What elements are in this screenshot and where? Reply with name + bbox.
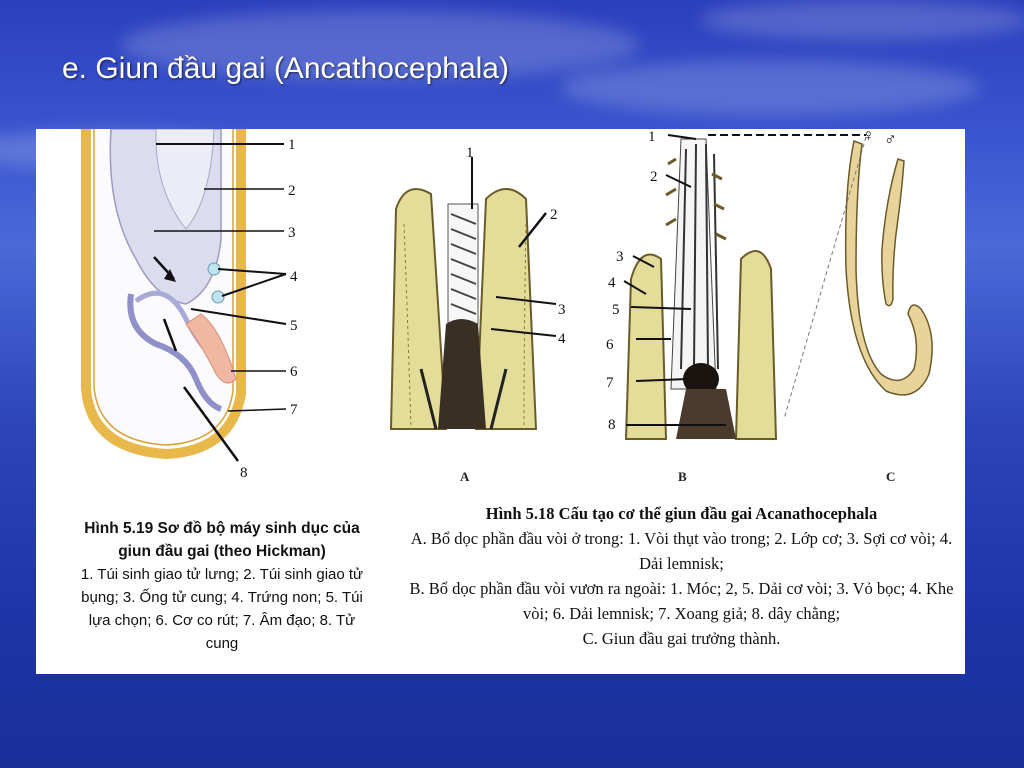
panel-c-illustration xyxy=(784,137,932,419)
panel-a-letter: A xyxy=(460,469,470,484)
panel-a-label-4: 4 xyxy=(558,331,566,347)
figure-right-caption xyxy=(404,501,959,651)
left-label-2: 2 xyxy=(288,183,296,199)
figure-right-caption-line-a: A. Bổ dọc phần đầu vòi ở trong: 1. Vòi thụt vào trong; 2. Lớp cơ; 3. Sợi cơ vòi; 4. Dải lemnisk; xyxy=(410,529,953,573)
panel-a-label-3: 3 xyxy=(558,302,566,318)
left-label-8: 8 xyxy=(240,465,248,481)
panel-b-label-3: 3 xyxy=(616,249,624,265)
background-cloud xyxy=(700,0,1024,40)
panel-b-label-2: 2 xyxy=(650,169,658,185)
left-label-5: 5 xyxy=(290,318,298,334)
left-label-1: 1 xyxy=(288,137,296,153)
figure-right-caption-title: Hình 5.18 Cấu tạo cơ thể giun đầu gai Acanathocephala xyxy=(485,504,878,523)
panel-c-letter: C xyxy=(886,469,896,484)
figure-panel xyxy=(36,129,965,674)
panel-b-label-1: 1 xyxy=(648,129,656,145)
panel-b-label-6: 6 xyxy=(606,337,614,353)
panel-b-label-7: 7 xyxy=(606,375,614,391)
slide-title: e. Giun đầu gai (Ancathocephala) xyxy=(62,52,509,85)
figure-right-caption-line-c: C. Giun đầu gai trưởng thành. xyxy=(582,629,781,648)
panel-b-label-4: 4 xyxy=(608,275,616,291)
figure-left-caption-body: 1. Túi sinh giao tử lưng; 2. Túi sinh giao tử bụng; 3. Ống tử cung; 4. Trứng non; 5. Túi lựa chọn; 6. Cơ co rút; 7. Âm đạo; 8. Tử cung xyxy=(80,566,364,652)
panel-b-label-8: 8 xyxy=(608,417,616,433)
background-cloud xyxy=(560,60,980,115)
figure-right-caption-line-b: B. Bổ dọc phần đầu vòi vươn ra ngoài: 1. Móc; 2, 5. Dải cơ vòi; 3. Vỏ bọc; 4. Khe vòi; 6. Dải lemnisk; 7. Xoang giả; 8. dây chằng; xyxy=(409,579,954,623)
left-label-6: 6 xyxy=(290,364,298,380)
female-symbol: ♀ xyxy=(862,129,875,145)
panel-b-illustration xyxy=(624,135,866,439)
left-label-3: 3 xyxy=(288,225,296,241)
panel-a-illustration xyxy=(391,157,556,429)
panel-a-label-1: 1 xyxy=(466,145,474,161)
panel-b-letter: B xyxy=(678,469,687,484)
panel-b-label-5: 5 xyxy=(612,302,620,318)
male-symbol: ♂ xyxy=(884,130,897,149)
reproductive-system-diagram xyxy=(86,129,286,461)
figure-left-caption xyxy=(72,517,372,655)
left-label-7: 7 xyxy=(290,402,298,418)
panel-a-label-2: 2 xyxy=(550,207,558,223)
left-label-4: 4 xyxy=(290,269,298,285)
figure-left-caption-title: Hình 5.19 Sơ đồ bộ máy sinh dục của giun đầu gai (theo Hickman) xyxy=(84,520,360,560)
